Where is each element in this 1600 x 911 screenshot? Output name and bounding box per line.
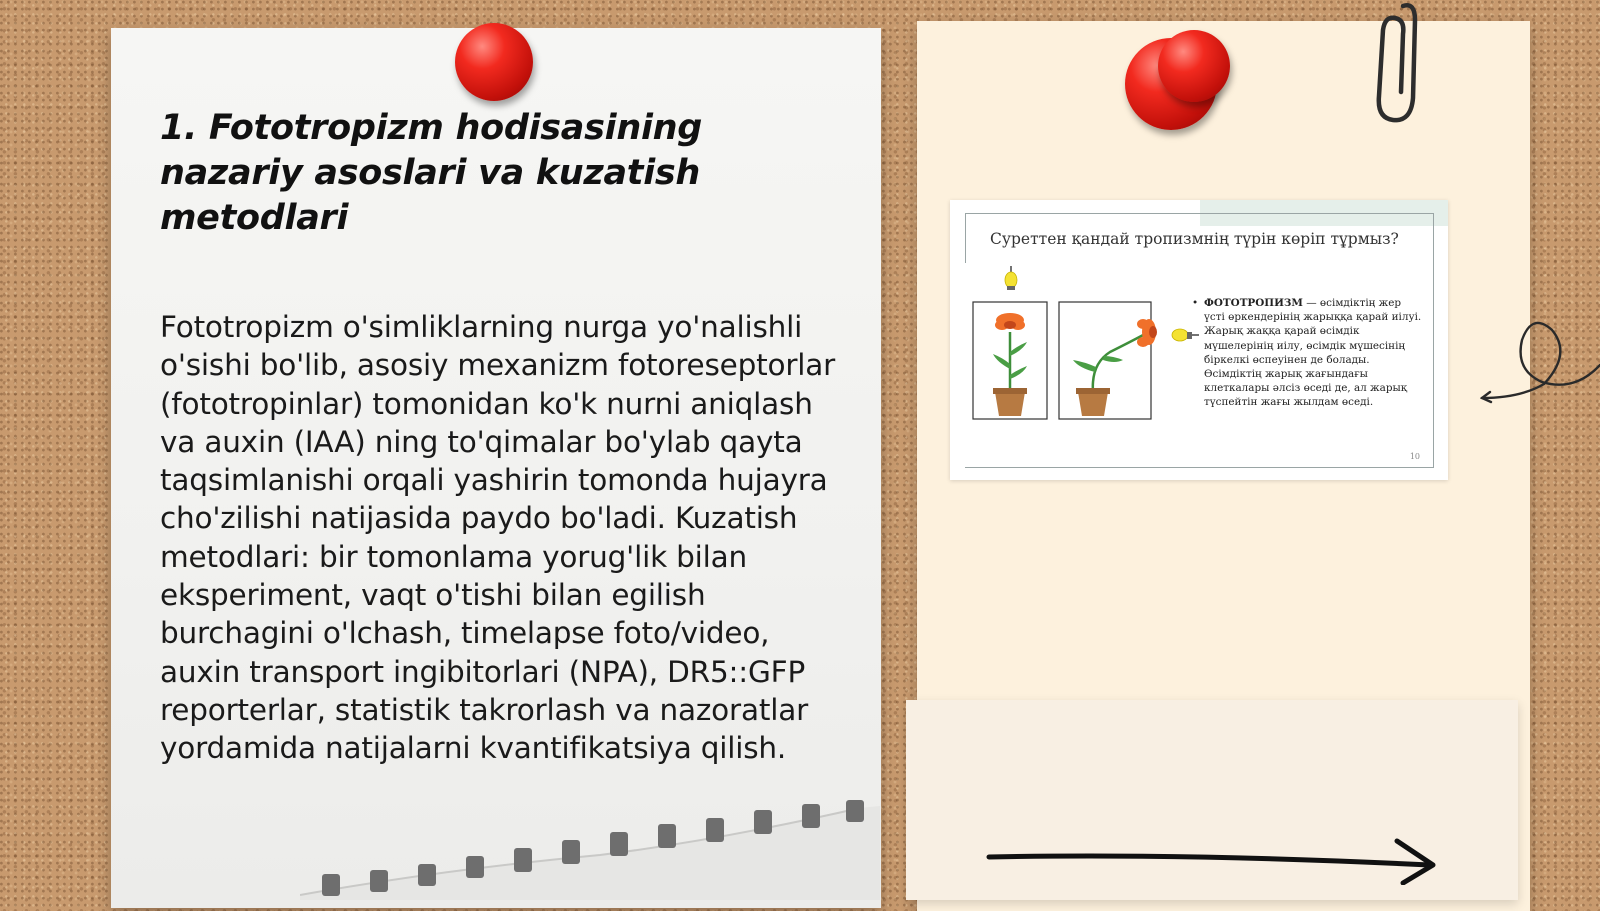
bullet-definition: — өсімдіктің жер үсті өркендерінің жарыққа қарай иілуі. Жарық жаққа қарай өсімдік мүшелерінің иілу, өсімдік мүшесінің біркелкі өспеуінен де болады. Өсімдіктің жарық жағындағы клеткалары әлсіз өседі де, ал жарық түспейтін жағы жылдам өседі.: [1204, 297, 1422, 409]
slide-frame-left: [965, 213, 966, 263]
lightbulb-icon: [1005, 266, 1017, 290]
phototropism-illustration: [965, 264, 1205, 434]
torn-notebook-edge: [300, 800, 880, 900]
push-pin-icon: [1158, 30, 1230, 102]
arrow-right-icon: [985, 835, 1445, 885]
bullet-term: ФОТОТРОПИЗМ: [1204, 297, 1303, 309]
bullet-dot: •: [1192, 297, 1199, 309]
paperclip-icon: [1375, 0, 1420, 125]
slide-image: [950, 200, 1448, 480]
scribble-loop-decoration: [1480, 310, 1600, 410]
left-note-paper: [111, 28, 881, 908]
push-pin-icon: [455, 23, 533, 101]
slide-title: 1. Fototropizm hodisasining nazariy asoslari va kuzatish metodlari: [160, 108, 703, 238]
body-paragraph: Fototropizm o'simliklarning nurga yo'nalishli o'sishi bo'lib, asosiy mexanizm fotoreseptorlar (fototropinlar) tomonidan ko'k nurni aniqlash va auxin (IAA) ning to'qimalar bo'ylab qayta taqsimlanishi orqali yashirin tomonda hujayra cho'zilishi natijasida paydo bo'ladi. Kuzatish metodlari: bir tomonlama yorug'lik bilan eksperiment, vaqt o'tishi bilan egilish burchagini o'lchash, timelapse foto/video, auxin transport ingibitorlari (NPA), DR5::GFP reporterlar, statistik takrorlash va nazoratlar yordamida natijalarni kvantifikatsiya qilish.: [160, 310, 836, 766]
slide-question: Суреттен қандай тропизмнің түрін көріп тұрмыз?: [990, 230, 1399, 248]
slide-page-number: 10: [1409, 452, 1420, 461]
slide-bullet-text: [1192, 296, 1424, 410]
lightbulb-icon: [1172, 329, 1199, 341]
